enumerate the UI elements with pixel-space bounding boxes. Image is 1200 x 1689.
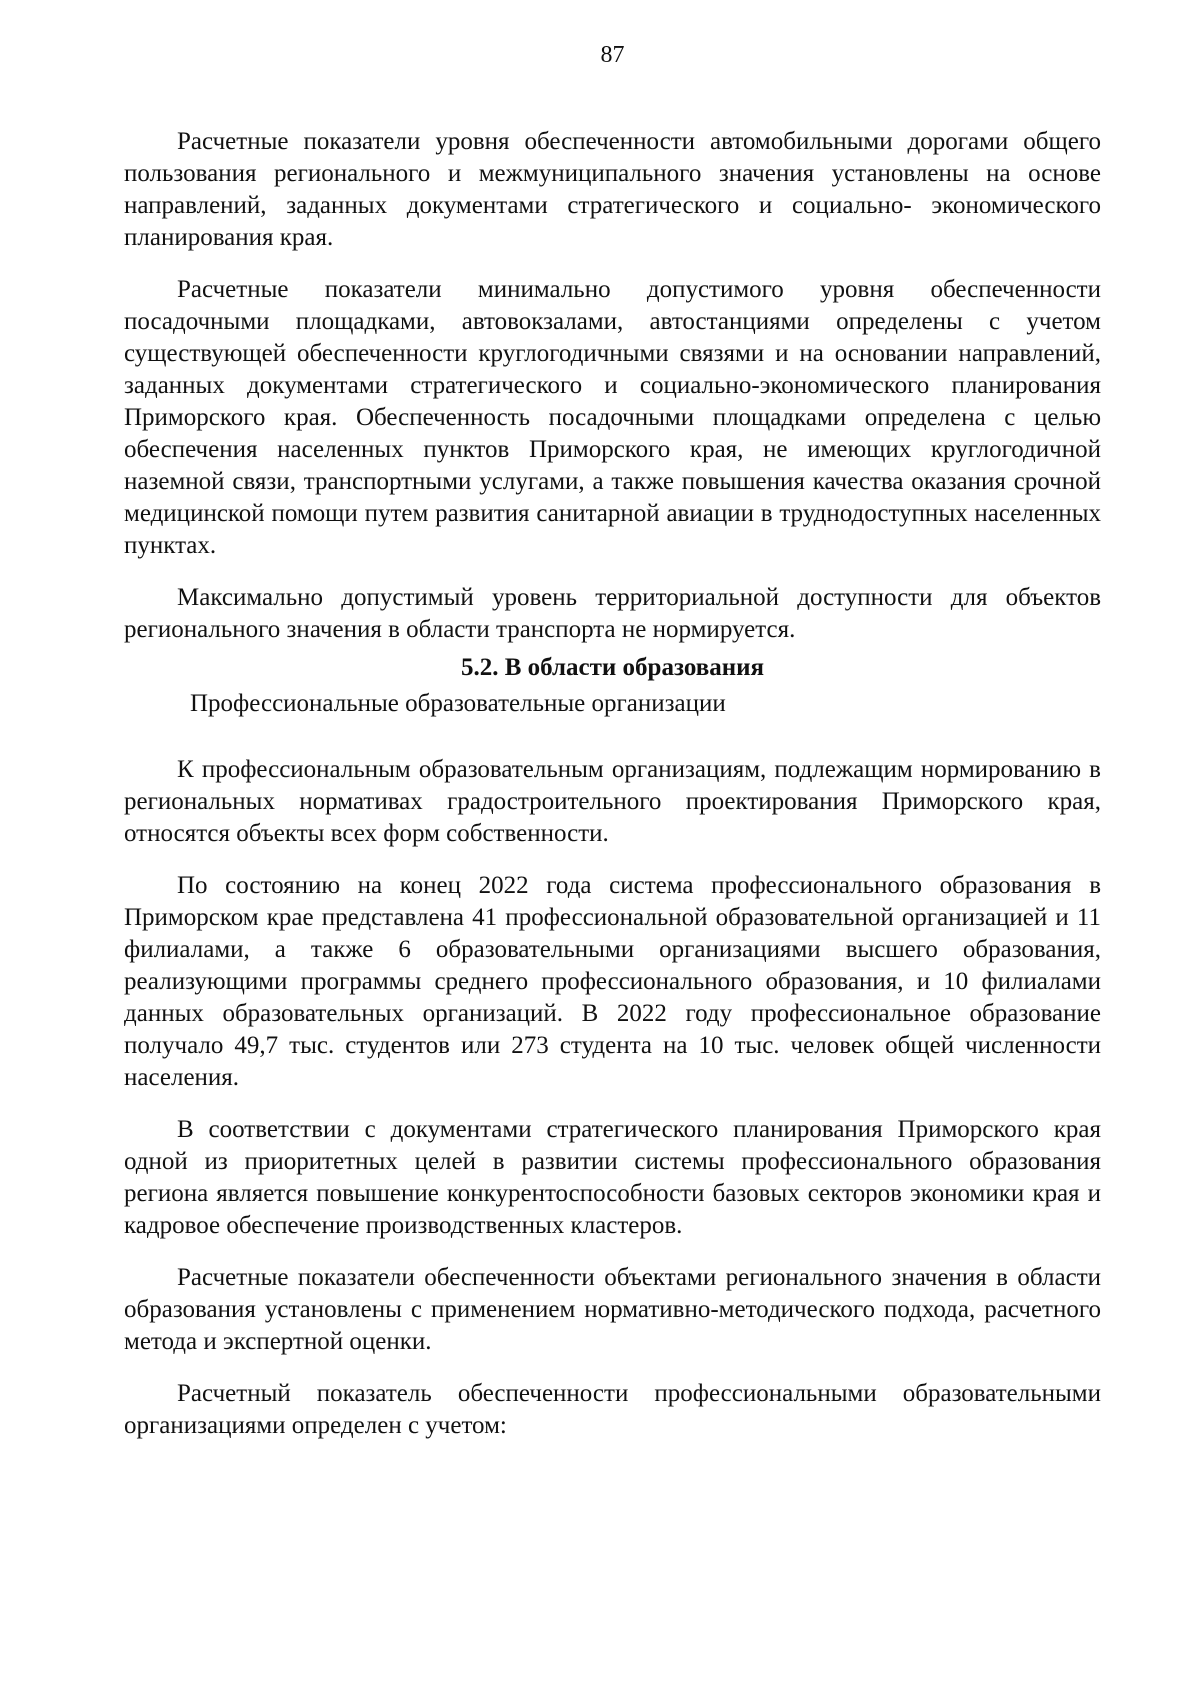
paragraph-professional-orgs: К профессиональным образовательным организациям, подлежащим нормированию в региональных нормативах градостроительного проектирования Приморского края, относятся объекты всех форм собственности. <box>124 756 1101 847</box>
document-page <box>124 40 1101 1442</box>
paragraph-indicator-basis: Расчетный показатель обеспеченности профессиональными образовательными организациями определен с учетом: <box>124 1380 1101 1439</box>
page-number: 87 <box>600 42 625 68</box>
paragraph-road-indicators: Расчетные показатели уровня обеспеченности автомобильными дорогами общего пользования регионального и межмуниципального значения установлены на основе направлений, заданных документами стратегического и социально- экономического планирования края. <box>124 128 1101 251</box>
paragraph-strategic-planning: В соответствии с документами стратегического планирования Приморского края одной из приоритетных целей в развитии системы профессионального образования региона является повышение конкурентоспособности базовых секторов экономики края и кадровое обеспечение производственных кластеров. <box>124 1116 1101 1239</box>
subheading: Профессиональные образовательные организации <box>190 690 726 717</box>
paragraph-calculated-indicators: Расчетные показатели обеспеченности объектами регионального значения в области образования установлены с применением нормативно-методического подхода, расчетного метода и экспертной оценки. <box>124 1264 1101 1355</box>
paragraph-landing-sites: Расчетные показатели минимально допустимого уровня обеспеченности посадочными площадками, автовокзалами, автостанциями определены с учетом существующей обеспеченности круглогодичными связями и на основании направлений, заданных документами стратегического и социально-экономического планирования Приморского края. Обеспеченность посадочными площадками определена с целью обеспечения населенных пунктов Приморского края, не имеющих круглогодичной наземной связи, транспортными услугами, а также повышения качества оказания срочной медицинской помощи путем развития санитарной авиации в труднодоступных населенных пунктах. <box>124 276 1101 559</box>
paragraph-2022-status: По состоянию на конец 2022 года система профессионального образования в Приморском крае представлена 41 профессиональной образовательной организацией и 11 филиалами, а также 6 образовательными организациями высшего образования, реализующими программы среднего профессионального образования, и 10 филиалами данных образовательных организаций. В 2022 году профессиональное образование получало 49,7 тыс. студентов или 273 студента на 10 тыс. человек общей численности населения. <box>124 872 1101 1091</box>
section-heading: 5.2. В области образования <box>460 654 765 681</box>
paragraph-transport-accessibility: Максимально допустимый уровень территориальной доступности для объектов регионального значения в области транспорта не нормируется. <box>124 584 1101 643</box>
